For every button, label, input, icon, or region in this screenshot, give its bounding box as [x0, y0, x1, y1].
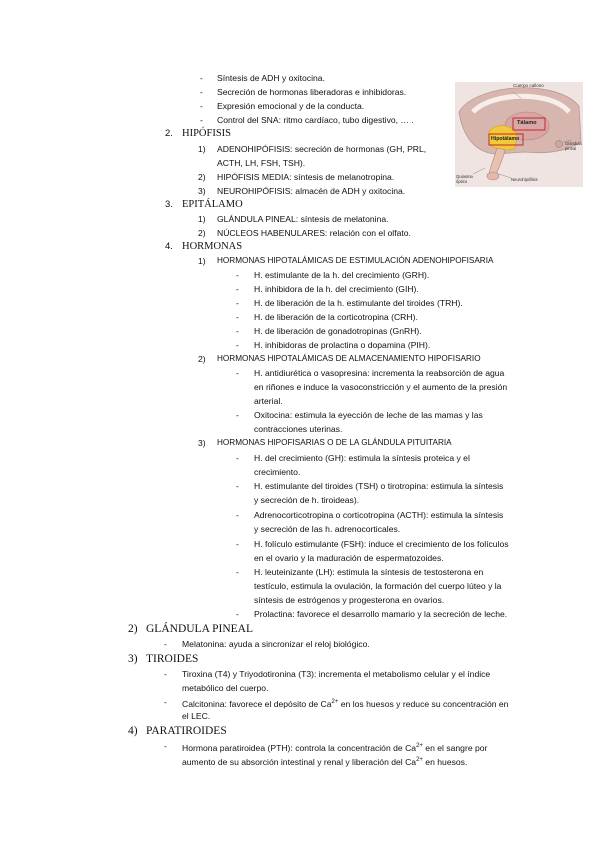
list-item — [182, 740, 487, 754]
text-run: Hormona paratiroidea (PTH): controla la concentración de Ca — [182, 742, 417, 753]
group-number: 1) — [198, 256, 206, 266]
dash: - — [200, 73, 203, 83]
dash: - — [164, 639, 167, 649]
text-run: Calcitonina: favorece el depósito de Ca — [182, 698, 332, 709]
list-item-continuation: metabólico del cuerpo. — [182, 683, 269, 693]
brain-anatomy-figure — [455, 82, 583, 187]
dash: - — [236, 326, 239, 336]
dash: - — [236, 510, 239, 520]
list-item: H. estimulante del tiroides (TSH) o tirotropina: estimula la síntesis — [254, 481, 504, 491]
list-item: H. estimulante de la h. del crecimiento (GRH). — [254, 270, 430, 280]
dash: - — [236, 453, 239, 463]
dash: - — [236, 284, 239, 294]
list-item: Expresión emocional y de la conducta. — [217, 101, 365, 111]
group-heading: HORMONAS HIPOFISARIAS O DE LA GLÁNDULA PITUITARIA — [217, 438, 452, 447]
dash: - — [164, 741, 167, 751]
text-run: en el sangre por — [422, 742, 488, 753]
superscript: 2+ — [416, 757, 423, 763]
list-item: H. antidiurética o vasopresina: incrementa la reabsorción de agua — [254, 368, 505, 378]
list-item: GLÁNDULA PINEAL: síntesis de melatonina. — [217, 214, 389, 224]
list-item: Adrenocorticotropina o corticotropina (ACTH): estimula la síntesis — [254, 510, 504, 520]
section-number: 4. — [165, 241, 173, 252]
list-item: H. de liberación de gonadotropinas (GnRH). — [254, 326, 422, 336]
section-heading-hormonas: HORMONAS — [182, 241, 243, 252]
item-number: 2) — [198, 172, 206, 182]
list-item-continuation: contracciones uterinas. — [254, 424, 343, 434]
list-item: NEUROHIPÓFISIS: almacén de ADH y oxitocina. — [217, 186, 406, 196]
section-number: 3. — [165, 199, 173, 210]
dash: - — [236, 368, 239, 378]
list-item-continuation: el LEC. — [182, 711, 211, 721]
list-item-continuation: en el ovario y la maduración de espermatozoides. — [254, 553, 444, 563]
list-item: HIPÓFISIS MEDIA: síntesis de melanotropina. — [217, 172, 395, 182]
section-number: 3) — [128, 653, 138, 665]
text-run: aumento de su absorción intestinal y renal y liberación del Ca — [182, 756, 417, 767]
dash: - — [236, 312, 239, 322]
list-item-continuation — [182, 754, 467, 768]
list-item-continuation: ACTH, LH, FSH, TSH). — [217, 158, 306, 168]
item-number: 1) — [198, 214, 206, 224]
list-item-continuation: testículo, estimula la ovulación, la formación del cuerpo lúteo y la — [254, 581, 502, 591]
dash: - — [164, 697, 167, 707]
label-talamo: Tálamo — [517, 120, 537, 126]
dash: - — [236, 539, 239, 549]
list-item-continuation: y secreción de h. tiroideas). — [254, 495, 360, 505]
list-item: NÚCLEOS HABENULARES: relación con el olfato. — [217, 228, 411, 238]
list-item: Síntesis de ADH y oxitocina. — [217, 73, 325, 83]
list-item: Melatonina: ayuda a sincronizar el reloj biológico. — [182, 639, 370, 649]
list-item — [182, 696, 508, 710]
pineal-gland — [556, 141, 563, 148]
dash: - — [200, 87, 203, 97]
list-item: H. de liberación de la corticotropina (CRH). — [254, 312, 418, 322]
text-run: en los huesos y reduce su concentración en — [338, 698, 509, 709]
pituitary-gland — [487, 172, 499, 180]
brain-illustration — [455, 82, 583, 187]
list-item: Prolactina: favorece el desarrollo mamario y la secreción de leche. — [254, 609, 508, 619]
group-number: 2) — [198, 354, 206, 364]
dash: - — [236, 270, 239, 280]
dash: - — [236, 298, 239, 308]
item-number: 2) — [198, 228, 206, 238]
list-item-continuation: síntesis de estrógenos y progesterona en ovarios. — [254, 595, 445, 605]
section-number: 2. — [165, 128, 173, 139]
superscript: 2+ — [416, 743, 423, 749]
text-run: en huesos. — [422, 756, 468, 767]
group-heading: HORMONAS HIPOTALÁMICAS DE ALMACENAMIENTO HIPOFISARIO — [217, 354, 481, 363]
list-item: Tiroxina (T4) y Triyodotironina (T3): incrementa el metabolismo celular y el índice — [182, 669, 491, 679]
label-neurohipofisis: Neurohipófisis — [511, 177, 538, 182]
label-hipotalamo: Hipotálamo — [491, 136, 520, 142]
section-heading-tiroides: TIROIDES — [146, 653, 199, 665]
group-number: 3) — [198, 438, 206, 448]
list-item: H. inhibidoras de prolactina o dopamina (PIH). — [254, 340, 431, 350]
dash: - — [200, 115, 203, 125]
section-heading-paratiroides: PARATIROIDES — [146, 725, 227, 737]
label-glandula-pineal: Glándula pineal — [565, 141, 582, 151]
list-item-continuation: arterial. — [254, 396, 283, 406]
list-item-continuation: crecimiento. — [254, 467, 301, 477]
section-number: 4) — [128, 725, 138, 737]
group-heading: HORMONAS HIPOTALÁMICAS DE ESTIMULACIÓN ADENOHIPOFISARIA — [217, 256, 494, 265]
section-heading-hipofisis: HIPÓFISIS — [182, 128, 232, 139]
dash: - — [164, 669, 167, 679]
list-item: ADENOHIPÓFISIS: secreción de hormonas (GH, PRL, — [217, 144, 427, 154]
dash: - — [236, 410, 239, 420]
list-item: H. leuteinizante (LH): estimula la síntesis de testosterona en — [254, 567, 484, 577]
item-number: 1) — [198, 144, 206, 154]
item-number: 3) — [198, 186, 206, 196]
list-item-continuation: y secreción de las h. adrenocorticales. — [254, 524, 401, 534]
label-cuerpo-calloso: Cuerpo calloso — [513, 83, 544, 88]
dash: - — [200, 101, 203, 111]
dash: - — [236, 567, 239, 577]
section-heading-pineal: GLÁNDULA PINEAL — [146, 623, 254, 635]
list-item: Oxitocina: estimula la eyección de leche de las mamas y las — [254, 410, 483, 420]
list-item-continuation: en riñones e induce la vasoconstricción y el aumento de la presión — [254, 382, 508, 392]
dash: - — [236, 609, 239, 619]
list-item: H. de liberación de la h. estimulante del tiroides (TRH). — [254, 298, 463, 308]
section-heading-epitalamo: EPITÁLAMO — [182, 199, 243, 210]
dash: - — [236, 340, 239, 350]
section-number: 2) — [128, 623, 138, 635]
list-item: H. inhibidora de la h. del crecimiento (GIH). — [254, 284, 419, 294]
list-item: Control del SNA: ritmo cardíaco, tubo digestivo, … . — [217, 115, 414, 125]
list-item: H. folículo estimulante (FSH): induce el crecimiento de los folículos — [254, 539, 509, 549]
dash: - — [236, 481, 239, 491]
list-item: H. del crecimiento (GH): estimula la síntesis proteica y el — [254, 453, 470, 463]
label-quiasma-optico: Quiasma óptico — [456, 174, 473, 184]
superscript: 2+ — [331, 699, 339, 705]
list-item: Secreción de hormonas liberadoras e inhibidoras. — [217, 87, 407, 97]
